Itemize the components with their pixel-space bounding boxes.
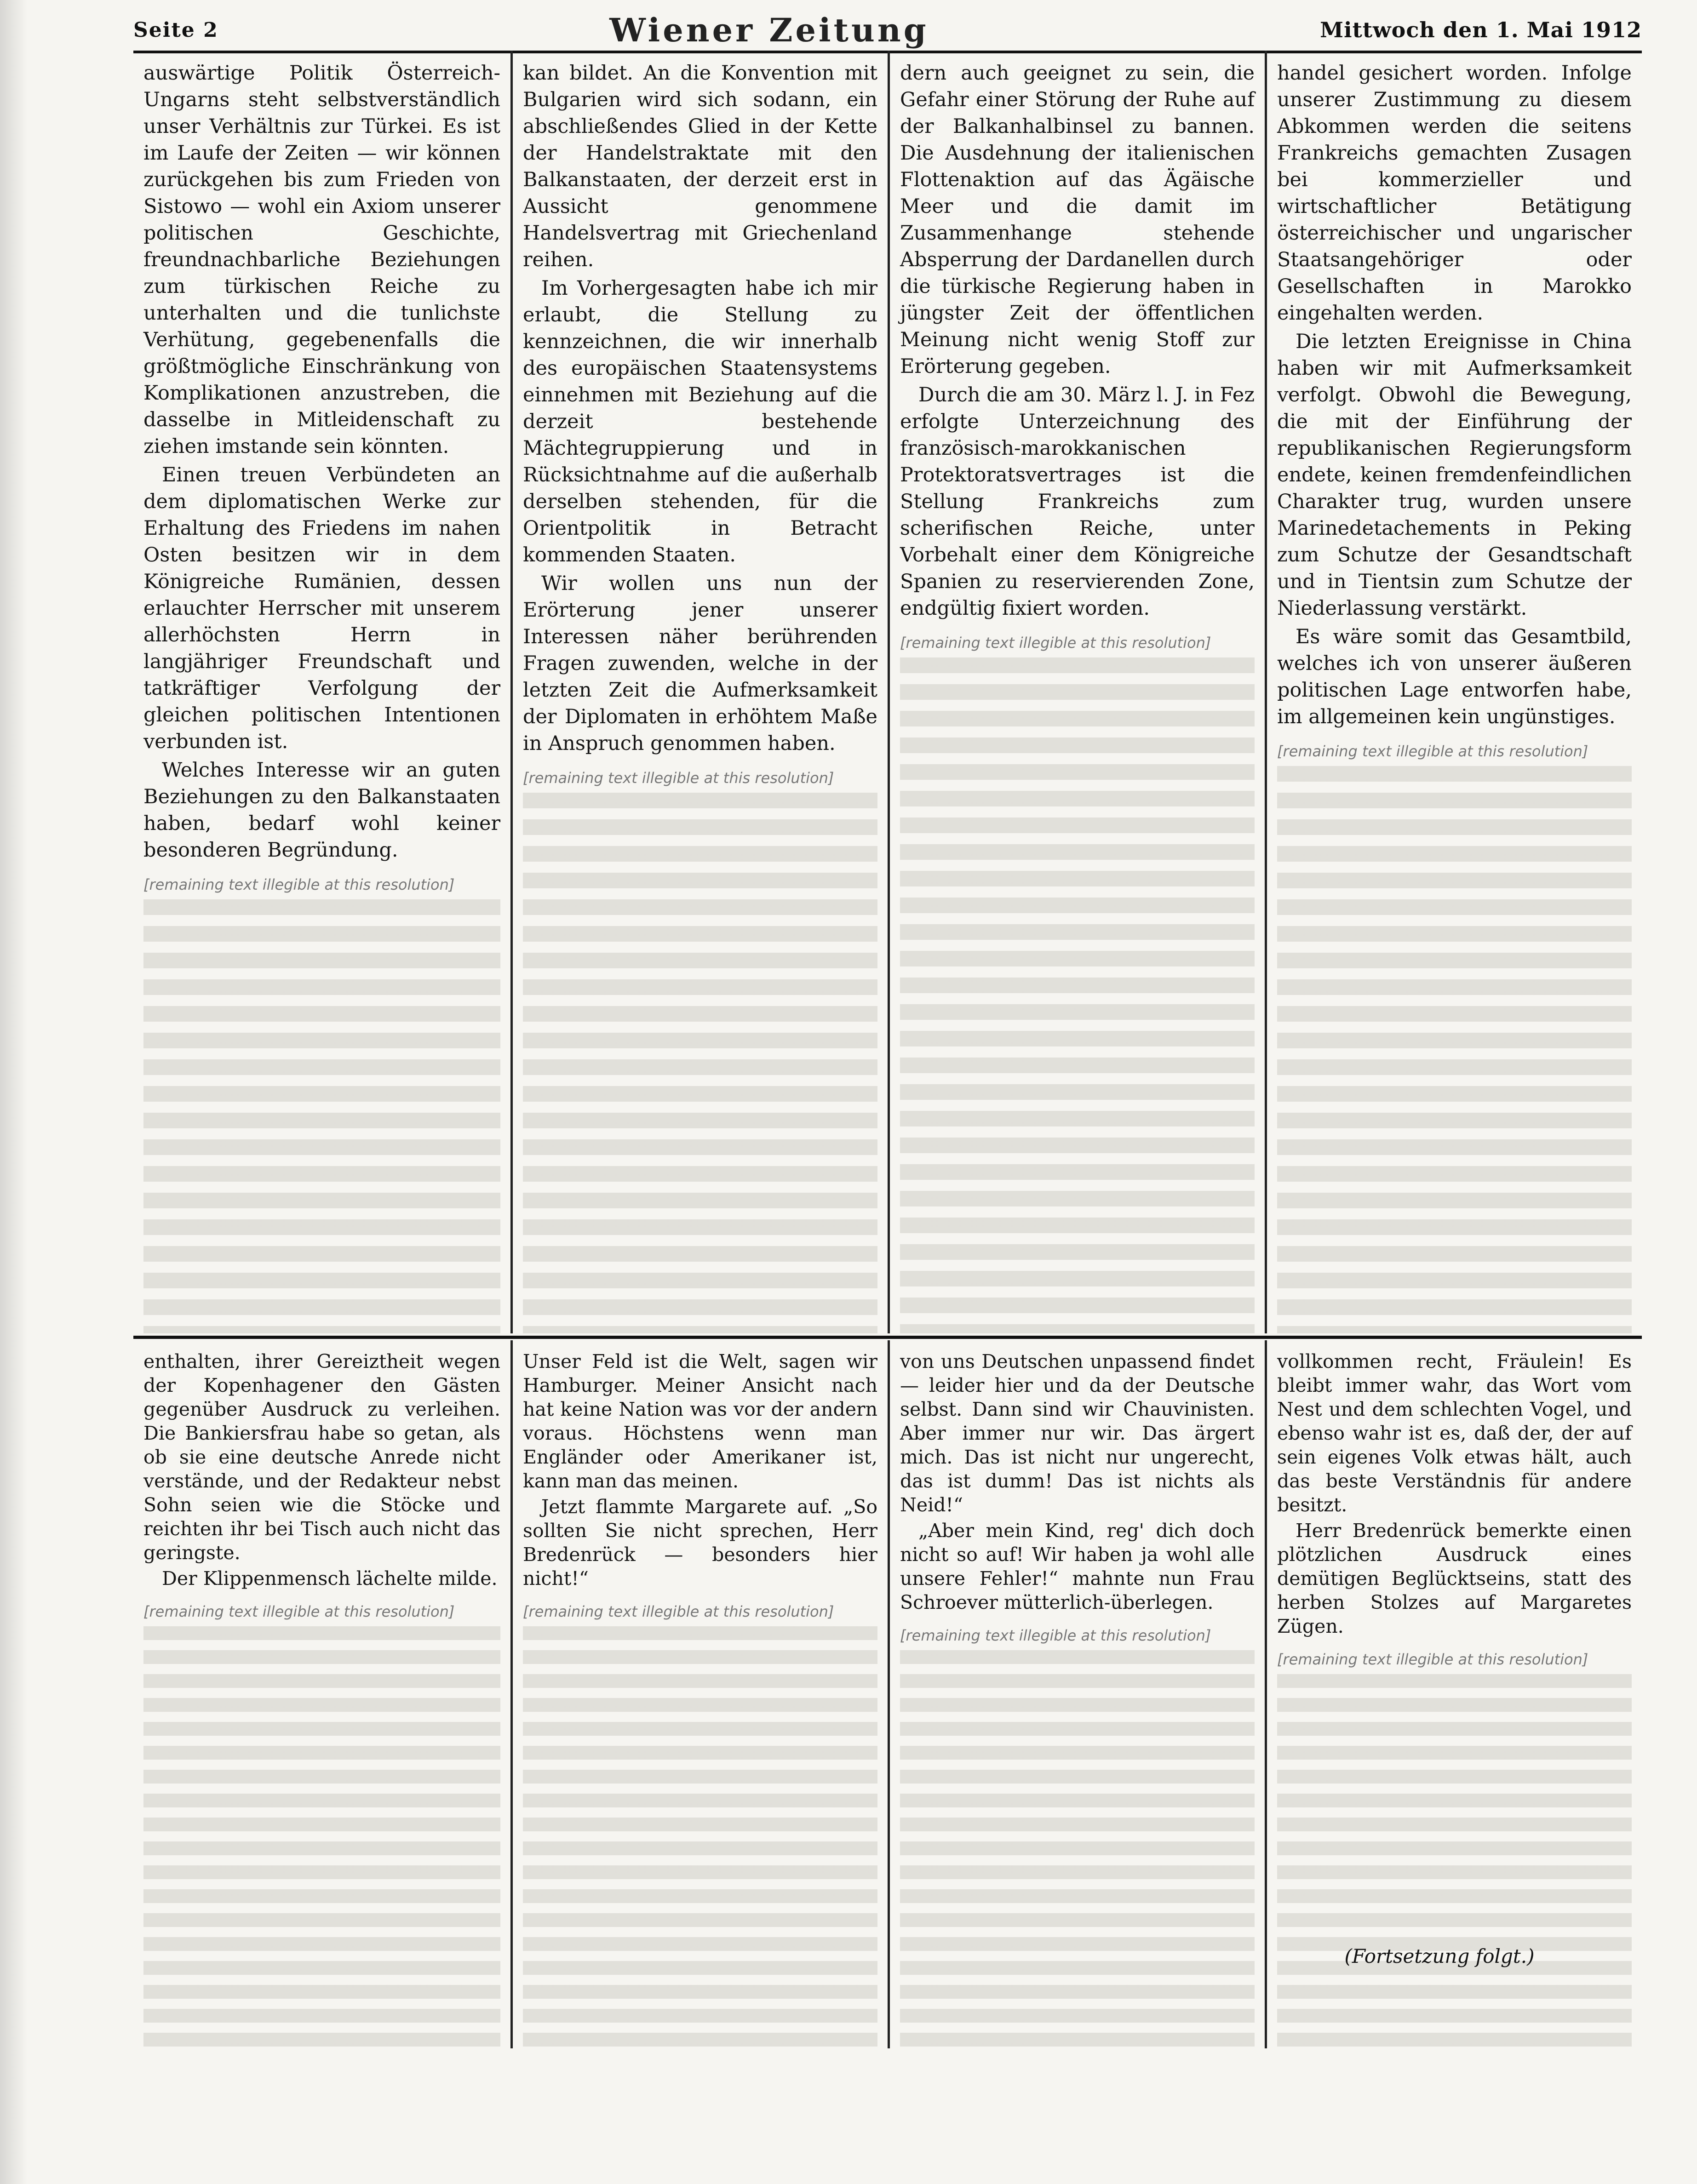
paragraph: enthalten, ihrer Gereiztheit wegen der Kopenhagener den Gästen gegenüber Ausdruck zu verleihen. Die Bankiersfrau habe so getan, als ob sie eine deutsche Anrede nicht verstände, und der Redakteur nebst Sohn seien wie die Stöcke und reichten ihr bei Tisch auch nicht das geringste. bbox=[143, 1350, 500, 1564]
paragraph: Herr Bredenrück bemerkte einen plötzlichen Ausdruck eines demütigen Beglücktseins, statt des herben Stolzes auf Margaretes Zügen. bbox=[1277, 1520, 1632, 1637]
paragraph: Unser Feld ist die Welt, sagen wir Hamburger. Meiner Ansicht nach hat keine Nation was vor der andern voraus. Höchstens wenn man Engländer oder Amerikaner ist, kann man das meinen. bbox=[523, 1350, 877, 1492]
paragraph: „Aber mein Kind, reg' dich doch nicht so auf! Wir haben ja wohl alle unsere Fehler!“ mahnte nun Frau Schroever mütterlich-überlegen. bbox=[900, 1520, 1255, 1613]
paragraph: dern auch geeignet zu sein, die Gefahr einer Störung der Ruhe auf der Balkanhalbinsel zu bannen. Die Ausdehnung der italienischen Flottenaktion auf das Ägäische Meer und die damit im Zusammenhange stehende Absperrung der Dardanellen durch die türkische Regierung haben in jüngster Zeit der öffentlichen Meinung nicht wenig Stoff zur Erörterung gegeben. bbox=[900, 62, 1255, 378]
illegible-text-block bbox=[143, 899, 500, 1333]
top-column-1 bbox=[133, 51, 510, 1333]
illegible-text-block bbox=[143, 1626, 500, 2048]
continuation-note: (Fortsetzung folgt.) bbox=[1344, 1945, 1535, 1967]
illegible-text-block bbox=[900, 657, 1255, 1333]
paragraph: Es wäre somit das Gesamtbild, welches ich von unserer äußeren politischen Lage entworfen habe, im allgemeinen kein ungünstiges. bbox=[1277, 625, 1632, 728]
issue-date: Mittwoch den 1. Mai 1912 bbox=[1320, 17, 1642, 42]
top-column-2 bbox=[513, 51, 888, 1333]
illegible-note: [remaining text illegible at this resolution] bbox=[143, 1603, 455, 1620]
paragraph: Welches Interesse wir an guten Beziehungen zu den Balkanstaaten haben, bedarf wohl keiner besonderen Begründung. bbox=[143, 759, 500, 862]
scan-edge-shadow bbox=[0, 0, 28, 2184]
illegible-note: [remaining text illegible at this resolution] bbox=[523, 1603, 834, 1620]
bottom-column-1 bbox=[133, 1340, 510, 2048]
top-column-4 bbox=[1267, 51, 1642, 1333]
illegible-note: [remaining text illegible at this resolution] bbox=[143, 876, 455, 893]
paragraph: Der Klippenmensch lächelte milde. bbox=[162, 1567, 498, 1589]
paragraph: auswärtige Politik Österreich-Ungarns steht selbstverständlich unser Verhältnis zur Türkei. Es ist im Laufe der Zeiten — wir können zurückgehen bis zum Frieden von Sistowo — wohl ein Axiom unserer politischen Geschichte, freundnachbarliche Beziehungen zum türkischen Reiche zu unterhalten und die tunlichste Verhütung, gegebenenfalls die größtmögliche Einschränkung von Komplikationen anzustreben, die dasselbe in Mitleidenschaft zu ziehen imstande sein könnten. bbox=[143, 62, 500, 458]
illegible-note: [remaining text illegible at this resolution] bbox=[1277, 1651, 1588, 1668]
illegible-note: [remaining text illegible at this resolution] bbox=[1277, 743, 1588, 760]
paragraph: Einen treuen Verbündeten an dem diplomatischen Werke zur Erhaltung des Friedens im nahen Osten besitzen wir in dem Königreiche Rumänien, dessen erlauchter Herrscher mit unserem allerhöchsten Herrn in langjähriger Freundschaft und tatkräftiger Verfolgung der gleichen politischen Intentionen verbunden ist. bbox=[143, 463, 500, 753]
paragraph: kan bildet. An die Konvention mit Bulgarien wird sich sodann, ein abschließendes Glied in der Kette der Handelstraktate mit den Balkanstaaten, der derzeit erst in Aussicht genommene Handelsvertrag mit Griechenland reihen. bbox=[523, 62, 877, 271]
paragraph: Jetzt flammte Margarete auf. „So sollten Sie nicht sprechen, Herr Bredenrück — besonders hier nicht!“ bbox=[523, 1496, 877, 1589]
paragraph: Durch die am 30. März l. J. in Fez erfolgte Unterzeichnung des französisch-marokkanischen Protektoratsvertrages ist die Stellung Frankreichs zum scherifischen Reiche, unter Vorbehalt einer dem Königreiche Spanien zu reservierenden Zone, endgültig fixiert worden. bbox=[900, 383, 1255, 620]
illegible-note: [remaining text illegible at this resolution] bbox=[523, 769, 834, 787]
paragraph: Im Vorhergesagten habe ich mir erlaubt, die Stellung zu kennzeichnen, die wir innerhalb des europäischen Staatensystems einnehmen mit Beziehung auf die derzeit bestehende Mächtegruppierung und in Rücksichtnahme auf die außerhalb derselben stehenden, für die Orientpolitik in Betracht kommenden Staaten. bbox=[523, 277, 877, 566]
illegible-text-block bbox=[1277, 1674, 1632, 2048]
paragraph: handel gesichert worden. Infolge unserer Zustimmung zu diesem Abkommen werden die seitens Frankreichs gemachten Zusagen bei kommerzieller und wirtschaftlicher Betätigung österreichischer und ungarischer Staatsangehöriger oder Gesellschaften in Marokko eingehalten werden. bbox=[1277, 62, 1632, 325]
bottom-column-3 bbox=[890, 1340, 1265, 2048]
paragraph: von uns Deutschen unpassend findet — leider hier und da der Deutsche selbst. Dann sind wir Chauvinisten. Aber immer nur wir. Das ärgert mich. Das ist nicht nur ungerecht, das ist dumm! Das ist nichts als Neid!“ bbox=[900, 1350, 1255, 1516]
bottom-column-2 bbox=[513, 1340, 888, 2048]
paragraph: Wir wollen uns nun der Erörterung jener unserer Interessen näher berührenden Fragen zuwenden, welche in der letzten Zeit die Aufmerksamkeit der Diplomaten in erhöhtem Maße in Anspruch genommen haben. bbox=[523, 572, 877, 755]
paragraph: vollkommen recht, Fräulein! Es bleibt immer wahr, das Wort vom Nest und dem schlechten Vogel, und ebenso wahr ist es, daß der, der auf sein eigenes Volk etwas hält, auch das beste Verständnis für andere besitzt. bbox=[1277, 1350, 1632, 1516]
newspaper-title: Wiener Zeitung bbox=[609, 11, 929, 49]
illegible-note: [remaining text illegible at this resolution] bbox=[900, 634, 1211, 652]
page-label: Seite 2 bbox=[133, 18, 218, 42]
paragraph: Die letzten Ereignisse in China haben wir mit Aufmerksamkeit verfolgt. Obwohl die Bewegung, die mit der Einführung der republikanischen Regierungsform endete, keinen fremdenfeindlichen Charakter trug, wurden unsere Marinedetachements in Peking zum Schutze der Gesandtschaft und in Tientsin zum Schutze der Niederlassung verstärkt. bbox=[1277, 330, 1632, 620]
top-article-section bbox=[133, 51, 1642, 1333]
illegible-text-block bbox=[900, 1650, 1255, 2048]
masthead bbox=[133, 9, 1642, 53]
illegible-text-block bbox=[1277, 766, 1632, 1333]
illegible-text-block bbox=[523, 793, 877, 1333]
illegible-note: [remaining text illegible at this resolution] bbox=[900, 1627, 1211, 1644]
top-column-3 bbox=[890, 51, 1265, 1333]
illegible-text-block bbox=[523, 1626, 877, 2048]
bottom-column-4 bbox=[1267, 1340, 1642, 2048]
feuilleton-section bbox=[133, 1340, 1642, 2048]
section-divider bbox=[133, 1336, 1642, 1339]
